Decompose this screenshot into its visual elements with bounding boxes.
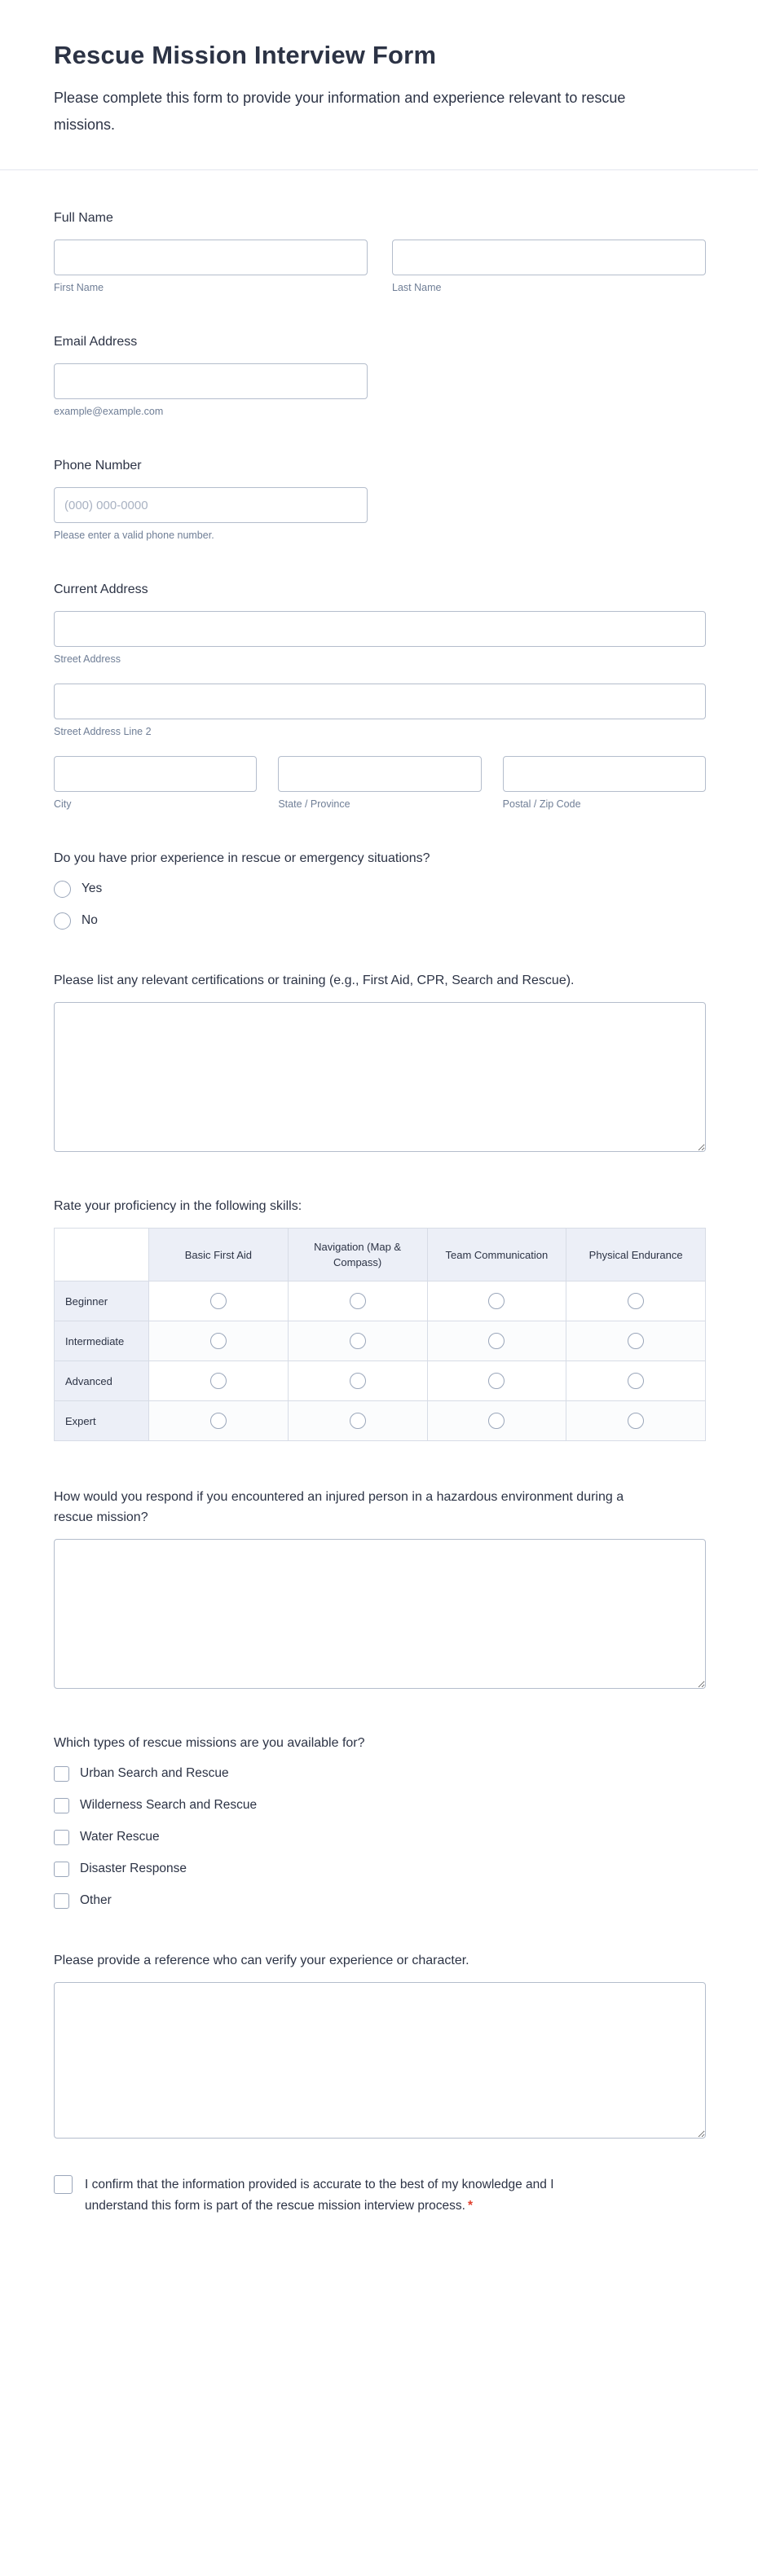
page-title: Rescue Mission Interview Form xyxy=(54,41,437,69)
matrix-radio-expert-team-communication[interactable] xyxy=(488,1413,505,1429)
mission-type-checkbox-other[interactable] xyxy=(54,1893,69,1909)
matrix-col-header-navigation: Navigation (Map & Compass) xyxy=(288,1229,427,1281)
first-name-input[interactable] xyxy=(54,240,368,275)
matrix-row-advanced xyxy=(55,1361,706,1401)
matrix-cell xyxy=(427,1361,566,1401)
field-phone xyxy=(54,455,706,542)
first-name-sublabel: First Name xyxy=(54,282,104,293)
matrix-header-row xyxy=(55,1229,706,1281)
form-content xyxy=(0,170,758,2217)
required-asterisk: * xyxy=(467,2199,473,2213)
street-address2-group xyxy=(54,684,706,738)
matrix-cell xyxy=(566,1321,706,1361)
matrix-col-header-basic-first-aid: Basic First Aid xyxy=(149,1229,289,1281)
confirmation-text xyxy=(85,2174,582,2217)
mission-type-label-disaster: Disaster Response xyxy=(80,1862,187,1875)
matrix-radio-expert-basic-first-aid[interactable] xyxy=(210,1413,227,1429)
prior-experience-option-yes[interactable] xyxy=(54,880,706,898)
field-scenario xyxy=(54,1487,706,1689)
matrix-col-header-team-communication: Team Communication xyxy=(427,1229,566,1281)
mission-type-label-other: Other xyxy=(80,1893,112,1907)
scenario-question: How would you respond if you encountered an injured person in a hazardous environment during a rescue mission? xyxy=(54,1490,624,1524)
email-input[interactable] xyxy=(54,363,368,399)
matrix-row-intermediate xyxy=(55,1321,706,1361)
matrix-cell xyxy=(566,1281,706,1321)
field-email xyxy=(54,332,706,418)
matrix-cell xyxy=(149,1281,289,1321)
field-confirmation xyxy=(54,2174,706,2217)
field-full-name xyxy=(54,208,706,294)
mission-type-option-other[interactable] xyxy=(54,1892,706,1910)
mission-type-option-wilderness[interactable] xyxy=(54,1796,706,1814)
street-address-input[interactable] xyxy=(54,611,706,647)
city-input[interactable] xyxy=(54,756,257,792)
matrix-cell xyxy=(288,1281,427,1321)
matrix-radio-beginner-navigation[interactable] xyxy=(350,1293,366,1309)
matrix-radio-expert-navigation[interactable] xyxy=(350,1413,366,1429)
mission-types-question: Which types of rescue missions are you available for? xyxy=(54,1736,365,1750)
matrix-row-header-advanced: Advanced xyxy=(55,1361,149,1401)
matrix-cell xyxy=(149,1321,289,1361)
last-name-input[interactable] xyxy=(392,240,706,275)
matrix-radio-expert-physical-endurance[interactable] xyxy=(628,1413,644,1429)
last-name-group xyxy=(392,240,706,294)
phone-sublabel: Please enter a valid phone number. xyxy=(54,530,214,541)
mission-type-label-urban: Urban Search and Rescue xyxy=(80,1766,229,1780)
field-prior-experience xyxy=(54,848,706,930)
mission-type-checkbox-urban[interactable] xyxy=(54,1766,69,1782)
matrix-row-beginner xyxy=(55,1281,706,1321)
reference-textarea[interactable] xyxy=(54,1982,706,2139)
prior-experience-question: Do you have prior experience in rescue or emergency situations? xyxy=(54,851,430,865)
phone-input[interactable] xyxy=(54,487,368,523)
mission-type-checkbox-water[interactable] xyxy=(54,1830,69,1845)
matrix-cell xyxy=(427,1321,566,1361)
mission-type-option-water[interactable] xyxy=(54,1828,706,1846)
field-certifications xyxy=(54,970,706,1152)
full-name-label: Full Name xyxy=(54,211,113,225)
matrix-col-header-physical-endurance: Physical Endurance xyxy=(566,1229,706,1281)
zip-input[interactable] xyxy=(503,756,706,792)
phone-label: Phone Number xyxy=(54,459,142,473)
field-address xyxy=(54,579,706,811)
matrix-cell xyxy=(427,1401,566,1441)
state-sublabel: State / Province xyxy=(278,798,350,810)
prior-experience-radio-no[interactable] xyxy=(54,912,71,930)
skills-matrix-question: Rate your proficiency in the following skills: xyxy=(54,1199,302,1213)
matrix-radio-advanced-navigation[interactable] xyxy=(350,1373,366,1389)
address-label: Current Address xyxy=(54,582,148,596)
matrix-corner-cell xyxy=(55,1229,149,1281)
matrix-row-header-beginner: Beginner xyxy=(55,1281,149,1321)
state-input[interactable] xyxy=(278,756,481,792)
mission-type-option-disaster[interactable] xyxy=(54,1860,706,1878)
mission-type-option-urban[interactable] xyxy=(54,1765,706,1783)
mission-type-checkbox-wilderness[interactable] xyxy=(54,1798,69,1813)
matrix-radio-beginner-basic-first-aid[interactable] xyxy=(210,1293,227,1309)
mission-type-label-water: Water Rescue xyxy=(80,1830,160,1844)
matrix-radio-advanced-basic-first-aid[interactable] xyxy=(210,1373,227,1389)
last-name-sublabel: Last Name xyxy=(392,282,442,293)
matrix-radio-intermediate-team-communication[interactable] xyxy=(488,1333,505,1349)
matrix-cell xyxy=(427,1281,566,1321)
street-address-group xyxy=(54,611,706,666)
matrix-cell xyxy=(566,1361,706,1401)
matrix-cell xyxy=(149,1361,289,1401)
prior-experience-option-no-label: No xyxy=(82,913,98,927)
matrix-cell xyxy=(566,1401,706,1441)
matrix-row-expert xyxy=(55,1401,706,1441)
prior-experience-option-yes-label: Yes xyxy=(82,881,103,895)
reference-question: Please provide a reference who can verify your experience or character. xyxy=(54,1954,469,1967)
page-subtitle: Please complete this form to provide your information and experience relevant to rescue missions. xyxy=(54,90,626,133)
prior-experience-radio-yes[interactable] xyxy=(54,881,71,898)
field-skills-matrix xyxy=(54,1196,706,1441)
matrix-cell xyxy=(288,1321,427,1361)
matrix-radio-intermediate-navigation[interactable] xyxy=(350,1333,366,1349)
confirmation-checkbox[interactable] xyxy=(54,2175,73,2194)
matrix-radio-beginner-physical-endurance[interactable] xyxy=(628,1293,644,1309)
certifications-question: Please list any relevant certifications or training (e.g., First Aid, CPR, Search and Rescue). xyxy=(54,974,575,987)
matrix-radio-beginner-team-communication[interactable] xyxy=(488,1293,505,1309)
first-name-group xyxy=(54,240,368,294)
street-address2-sublabel: Street Address Line 2 xyxy=(54,726,152,737)
field-mission-types xyxy=(54,1733,706,1910)
full-name-row xyxy=(54,240,706,294)
city-sublabel: City xyxy=(54,798,72,810)
mission-type-label-wilderness: Wilderness Search and Rescue xyxy=(80,1798,258,1812)
state-group xyxy=(278,756,481,811)
city-state-zip-row xyxy=(54,756,706,811)
email-label: Email Address xyxy=(54,335,138,349)
matrix-row-header-expert: Expert xyxy=(55,1401,149,1441)
matrix-radio-intermediate-basic-first-aid[interactable] xyxy=(210,1333,227,1349)
mission-type-checkbox-disaster[interactable] xyxy=(54,1862,69,1877)
matrix-cell xyxy=(288,1401,427,1441)
skills-matrix-table xyxy=(54,1228,706,1441)
certifications-textarea[interactable] xyxy=(54,1002,706,1152)
form-header xyxy=(0,0,758,169)
confirmation-statement: I confirm that the information provided is accurate to the best of my knowledge and I understand this form is part of the rescue mission interview process. xyxy=(85,2178,554,2213)
matrix-radio-advanced-physical-endurance[interactable] xyxy=(628,1373,644,1389)
street-address2-input[interactable] xyxy=(54,684,706,719)
scenario-textarea[interactable] xyxy=(54,1539,706,1689)
zip-group xyxy=(503,756,706,811)
matrix-cell xyxy=(149,1401,289,1441)
email-sublabel: example@example.com xyxy=(54,406,164,417)
matrix-cell xyxy=(288,1361,427,1401)
city-group xyxy=(54,756,257,811)
street-address-sublabel: Street Address xyxy=(54,653,121,665)
zip-sublabel: Postal / Zip Code xyxy=(502,798,581,810)
field-reference xyxy=(54,1950,706,2139)
prior-experience-option-no[interactable] xyxy=(54,912,706,930)
matrix-radio-intermediate-physical-endurance[interactable] xyxy=(628,1333,644,1349)
matrix-row-header-intermediate: Intermediate xyxy=(55,1321,149,1361)
matrix-radio-advanced-team-communication[interactable] xyxy=(488,1373,505,1389)
